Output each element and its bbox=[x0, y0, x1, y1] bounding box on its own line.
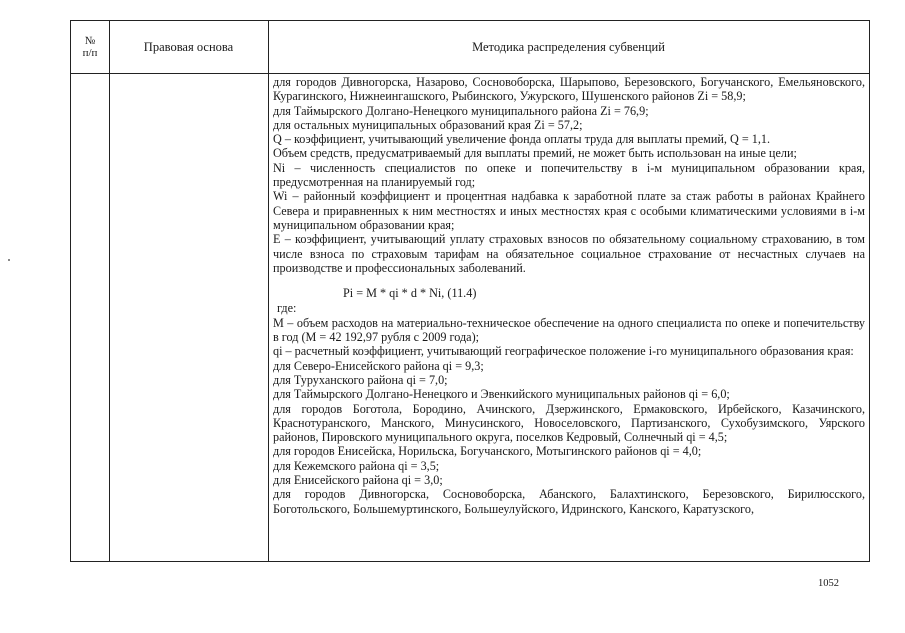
paragraph: для городов Боготола, Бородино, Ачинского, Дзержинского, Ермаковского, Ирбейского, Казачинского, Краснотуранского, Манского, Минусинского, Новоселовского, Партизанского, Сухобузимского, Уярского районов, Пировского муниципального округа, поселков Кедровый, Солнечный qi = 4,5; bbox=[273, 401, 865, 445]
paragraph: для Таймырского Долгано-Ненецкого и Эвенкийского муниципальных районов qi = 6,0; bbox=[273, 387, 730, 402]
formula: Pi = M * qi * d * Ni, (11.4) bbox=[343, 286, 477, 301]
header-row-number bbox=[71, 21, 109, 73]
header-number-abbr: п/п bbox=[82, 47, 98, 59]
paragraph: для городов Енисейска, Норильска, Богучанского, Мотыгинского районов qi = 4,0; bbox=[273, 444, 702, 459]
paragraph: для Енисейского района qi = 3,0; bbox=[273, 473, 443, 488]
subsidy-method-table bbox=[70, 20, 870, 562]
header-legal-basis: Правовая основа bbox=[143, 40, 234, 54]
where-label: где: bbox=[277, 301, 297, 316]
page-number: 1052 bbox=[818, 578, 839, 589]
paragraph: Wi – районный коэффициент и процентная надбавка к заработной плате за стаж работы в районах Крайнего Севера и приравненных к ним местностях и иных местностях края с особыми климатическими условиями в i-м муниципальном образовании края; bbox=[273, 189, 865, 232]
paragraph: для остальных муниципальных образований края Zi = 57,2; bbox=[273, 117, 583, 132]
paragraph: E – коэффициент, учитывающий уплату страховых взносов по обязательному социальному страхованию, в том числе взноса по страховым тарифам на обязательное социальное страхование от несчастных случаев на производстве и профессиональных заболеваний. bbox=[273, 232, 865, 275]
paragraph: Ni – численность специалистов по опеке и попечительству в i-м муниципальном образовании края, предусмотренная на планируемый год; bbox=[273, 160, 865, 190]
paragraph: M – объем расходов на материально-техническое обеспечение на одного специалиста по опеке и попечительству в год (M = 42 192,97 рубля с 2009 года); bbox=[273, 315, 865, 345]
paragraph: Q – коэффициент, учитывающий увеличение фонда оплаты труда для выплаты премий, Q = 1,1. bbox=[273, 132, 771, 147]
header-distribution-method: Методика распределения субвенций bbox=[472, 40, 665, 54]
paragraph: для Туруханского района qi = 7,0; bbox=[273, 372, 448, 387]
column-divider bbox=[109, 21, 110, 561]
scan-speck bbox=[8, 259, 10, 261]
paragraph: для городов Дивногорска, Сосновоборска, Абанского, Балахтинского, Березовского, Бирилюсского, Боготольского, Большемуртинского, Большеулуйского, Идринского, Канского, Каратузского, bbox=[273, 487, 865, 516]
paragraph: для Северо-Енисейского района qi = 9,3; bbox=[273, 358, 484, 373]
header-number-sign: № bbox=[84, 35, 96, 47]
paragraph: для Таймырского Долгано-Ненецкого муниципального района Zi = 76,9; bbox=[273, 103, 649, 118]
paragraph: qi – расчетный коэффициент, учитывающий географическое положение i-го муниципального образования края: bbox=[273, 344, 854, 359]
paragraph: для Кежемского района qi = 3,5; bbox=[273, 458, 440, 473]
column-divider bbox=[268, 21, 269, 561]
paragraph: Объем средств, предусматриваемый для выплаты премий, не может быть использован на иные цели; bbox=[273, 146, 797, 161]
header-divider bbox=[71, 73, 869, 74]
method-text-cell bbox=[273, 75, 865, 516]
paragraph: для городов Дивногорска, Назарово, Сосновоборска, Шарыпово, Березовского, Богучанского, Емельяновского, Курагинского, Нижнеингашского, Рыбинского, Ужурского, Шушенского районов Zi = 58,9; bbox=[273, 75, 865, 104]
